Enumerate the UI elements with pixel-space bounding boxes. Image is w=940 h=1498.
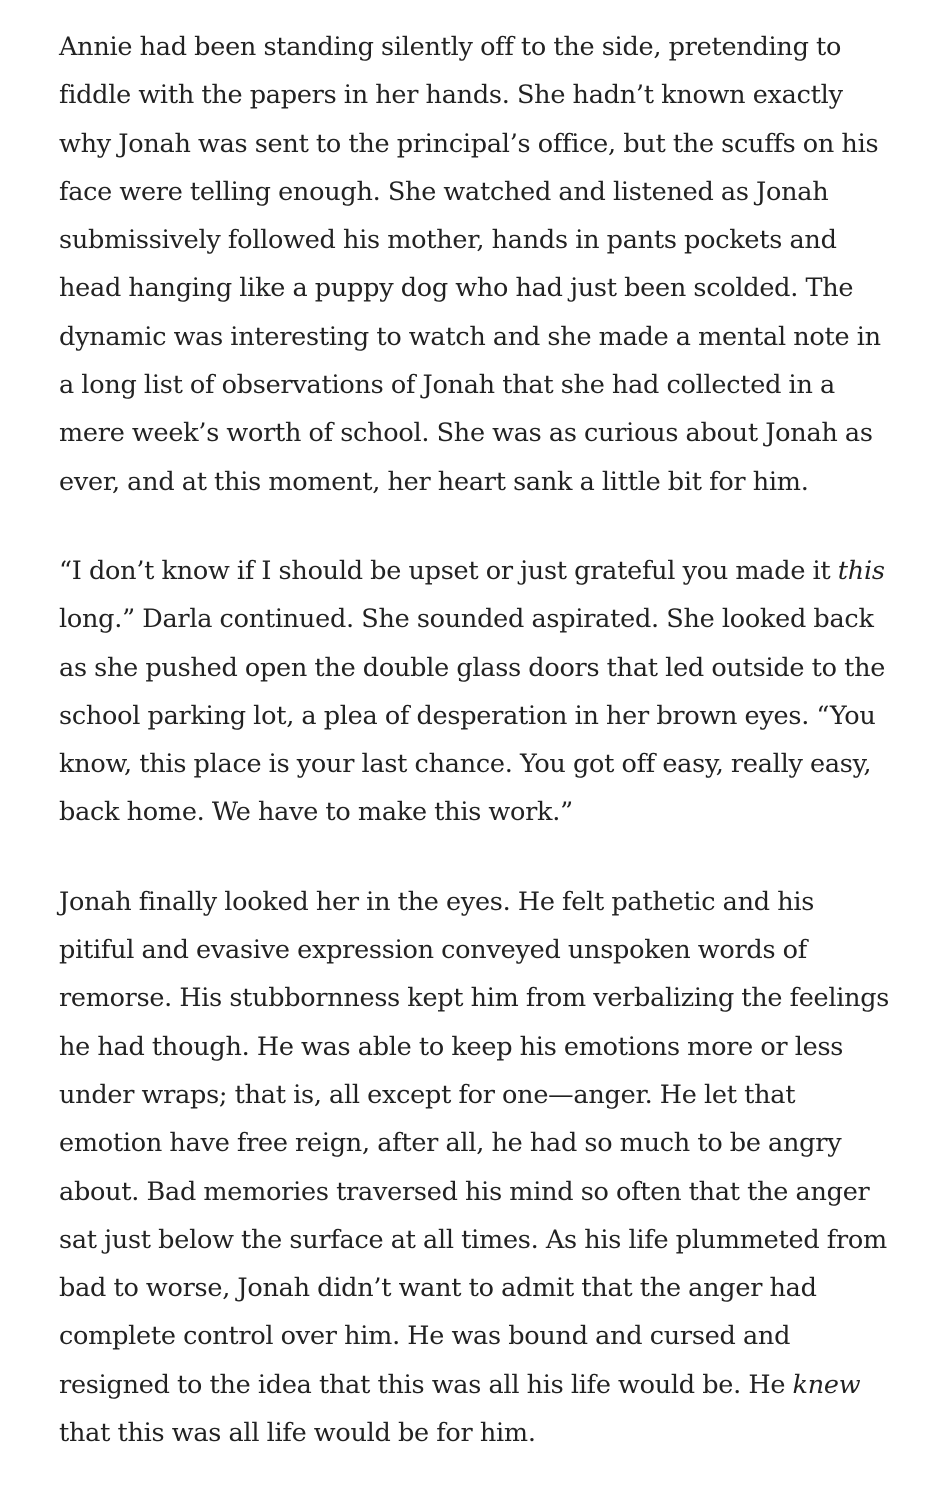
paragraph-2	[59, 547, 889, 837]
text-line	[59, 547, 889, 595]
text-line: pitiful and evasive expression conveyed unspoken words of	[59, 935, 807, 966]
text-line: dynamic was interesting to watch and she made a mental note in	[59, 321, 881, 352]
text-line: emotion have free reign, after all, he had so much to be angry	[59, 1128, 842, 1159]
text-line: back home. We have to make this work.”	[59, 797, 573, 828]
paragraph-1	[59, 23, 889, 506]
text-line: as she pushed open the double glass doors that led outside to the	[59, 652, 886, 683]
text-line: head hanging like a puppy dog who had just been scolded. The	[59, 273, 854, 304]
text-line: ever, and at this moment, her heart sank a little bit for him.	[59, 466, 809, 497]
text-line: face were telling enough. She watched and listened as Jonah	[59, 176, 829, 207]
text-line: know, this place is your last chance. You got off easy, really easy,	[59, 749, 872, 780]
text-line: why Jonah was sent to the principal’s office, but the scuffs on his	[59, 128, 879, 159]
text-line: complete control over him. He was bound and cursed and	[59, 1321, 791, 1352]
text-line: long.” Darla continued. She sounded aspirated. She looked back	[59, 604, 874, 635]
text-line: bad to worse, Jonah didn’t want to admit that the anger had	[59, 1273, 817, 1304]
text-line: Annie had been standing silently off to the side, pretending to	[59, 32, 842, 62]
text-line: a long list of observations of Jonah that she had collected in a	[59, 370, 835, 401]
text-line: school parking lot, a plea of desperation in her brown eyes. “You	[59, 700, 876, 731]
text-line: he had though. He was able to keep his emotions more or less	[59, 1031, 844, 1062]
paragraph-3	[59, 878, 889, 1458]
document-page	[59, 23, 889, 1498]
text-line: under wraps; that is, all except for one—anger. He let that	[59, 1079, 796, 1110]
text-line: about. Bad memories traversed his mind so often that the anger	[59, 1176, 870, 1207]
text-line: fiddle with the papers in her hands. She hadn’t known exactly	[59, 80, 843, 111]
text-line: submissively followed his mother, hands in pants pockets and	[59, 225, 837, 256]
emphasis-text: this	[837, 555, 885, 586]
text-line: sat just below the surface at all times. As his life plummeted from	[59, 1224, 887, 1255]
text-line: that this was all life would be for him.	[59, 1418, 536, 1449]
text-line: remorse. His stubbornness kept him from verbalizing the feelings	[59, 983, 890, 1014]
emphasis-text: knew	[792, 1369, 861, 1400]
text-segment: “I don’t know if I should be upset or just grateful you made it	[59, 555, 838, 586]
text-line: mere week’s worth of school. She was as curious about Jonah as	[59, 418, 873, 449]
text-segment: resigned to the idea that this was all his life would be. He	[59, 1369, 793, 1400]
text-line	[59, 1361, 889, 1409]
text-line: Jonah finally looked her in the eyes. He felt pathetic and his	[59, 886, 815, 917]
